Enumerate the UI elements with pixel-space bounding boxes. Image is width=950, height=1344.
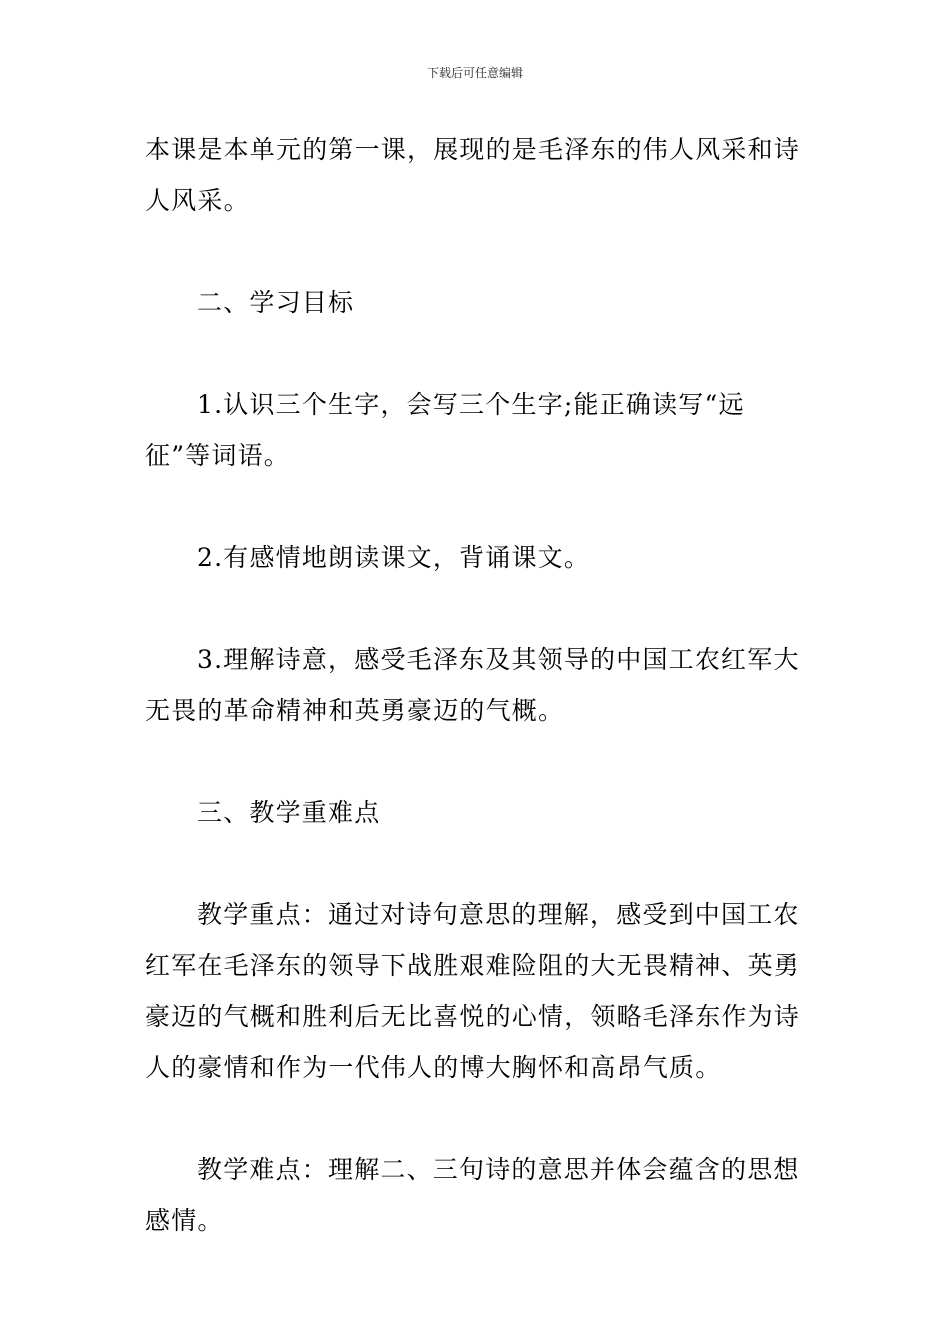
paragraph-gap xyxy=(145,736,810,787)
goal-item-1: 1.认识三个生字，会写三个生字;能正确读写“远征”等词语。 xyxy=(145,390,745,470)
document-body xyxy=(145,124,810,1246)
paragraph-gap xyxy=(145,481,810,532)
paragraph-gap xyxy=(145,838,810,889)
paragraph-gap xyxy=(145,583,810,634)
page-header-note: 下载后可任意编辑 xyxy=(426,66,523,80)
goal-item-2: 2.有感情地朗读课文，背诵课文。 xyxy=(197,543,591,572)
paragraph-gap xyxy=(145,328,810,379)
paragraph-intro: 本课是本单元的第一课，展现的是毛泽东的伟人风采和诗人风采。 xyxy=(145,135,801,215)
section-heading-learning-goals: 二、学习目标 xyxy=(197,288,355,317)
paragraph-gap xyxy=(145,226,810,277)
teaching-difficult-point: 教学难点：理解二、三句诗的意思并体会蕴含的思想感情。 xyxy=(145,1155,800,1235)
section-heading-key-points: 三、教学重难点 xyxy=(197,798,381,827)
paragraph-gap xyxy=(145,1093,810,1144)
goal-item-3: 3.理解诗意，感受毛泽东及其领导的中国工农红军大无畏的革命精神和英勇豪迈的气概。 xyxy=(145,645,800,725)
teaching-key-point: 教学重点：通过对诗句意思的理解，感受到中国工农红军在毛泽东的领导下战胜艰难险阻的大无畏精神、英勇豪迈的气概和胜利后无比喜悦的心情，领略毛泽东作为诗人的豪情和作为一代伟人的博大胸怀和高昂气质。 xyxy=(145,900,801,1082)
